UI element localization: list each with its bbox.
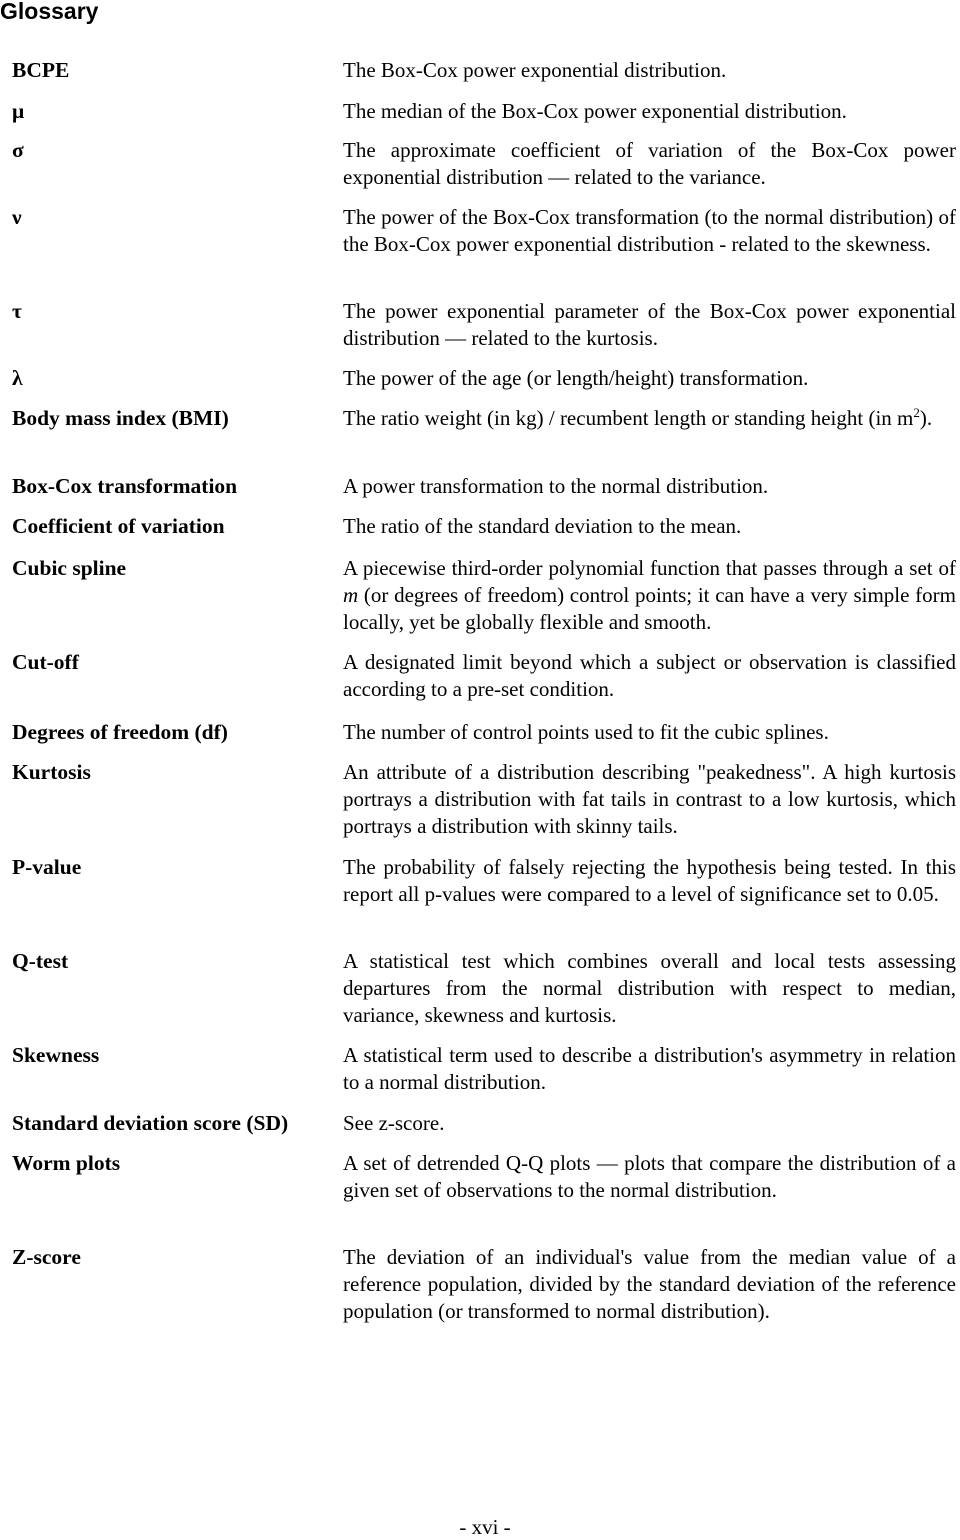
glossary-term: Kurtosis xyxy=(12,760,91,784)
glossary-definition: An attribute of a distribution describing "peakedness". A high kurtosis portrays a distribution with fat tails in contrast to a low kurtosis, which portrays a distribution with skinny tails. xyxy=(343,760,956,838)
page-number: - xvi - xyxy=(459,1515,511,1539)
glossary-term: Cut-off xyxy=(12,650,79,674)
glossary-term: ν xyxy=(12,205,22,229)
glossary-term: Worm plots xyxy=(12,1151,121,1175)
glossary-definition: The deviation of an individual's value from the median value of a reference population, divided by the standard deviation of the reference population (or transformed to normal distribution). xyxy=(343,1245,956,1323)
glossary-definition: A statistical test which combines overall and local tests assessing departures from the normal distribution with respect to median, variance, skewness and kurtosis. xyxy=(343,949,956,1027)
definition-text: The ratio weight (in kg) / recumbent length or standing height (in m xyxy=(343,406,914,430)
glossary-term: P-value xyxy=(12,855,82,879)
glossary-definition: A set of detrended Q-Q plots — plots that compare the distribution of a given set of observations to the normal distribution. xyxy=(343,1151,956,1202)
glossary-definition: A power transformation to the normal distribution. xyxy=(343,474,769,498)
glossary-term: Body mass index (BMI) xyxy=(12,406,229,430)
glossary-term: Q-test xyxy=(12,949,69,973)
superscript: 2 xyxy=(913,405,920,420)
glossary-term: Skewness xyxy=(12,1043,100,1067)
glossary-definition: The probability of falsely rejecting the hypothesis being tested. In this report all p-values were compared to a level of significance set to 0.05. xyxy=(343,855,956,906)
glossary-term: Standard deviation score (SD) xyxy=(12,1111,289,1135)
glossary-definition: A statistical term used to describe a distribution's asymmetry in relation to a normal distribution. xyxy=(343,1043,956,1094)
glossary-term: τ xyxy=(12,299,22,323)
definition-text-end: ). xyxy=(919,406,933,430)
definition-text-end: (or degrees of freedom) control points; it can have a very simple form locally, yet be globally flexible and smooth. xyxy=(343,583,956,634)
glossary-term: BCPE xyxy=(12,58,70,82)
glossary-definition: The power of the age (or length/height) transformation. xyxy=(343,366,809,390)
page-title: Glossary xyxy=(0,0,99,24)
glossary-term: λ xyxy=(12,366,23,390)
definition-text: A piecewise third-order polynomial function that passes through a set of xyxy=(343,556,956,580)
glossary-definition: The number of control points used to fit the cubic splines. xyxy=(343,720,829,744)
glossary-definition: See z-score. xyxy=(343,1111,445,1135)
glossary-definition: The power of the Box-Cox transformation (to the normal distribution) of the Box-Cox power exponential distribution - related to the skewness. xyxy=(343,205,956,256)
glossary-definition: The Box-Cox power exponential distribution. xyxy=(343,58,727,82)
glossary-definition xyxy=(343,555,956,636)
glossary-term: μ xyxy=(12,99,25,123)
glossary-term: σ xyxy=(12,138,24,162)
glossary-term: Z-score xyxy=(12,1245,81,1269)
glossary-term: Coefficient of variation xyxy=(12,514,225,538)
glossary-definition: The median of the Box-Cox power exponential distribution. xyxy=(343,99,847,123)
glossary-term: Degrees of freedom (df) xyxy=(12,720,228,744)
glossary-definition: A designated limit beyond which a subject or observation is classified according to a pre-set condition. xyxy=(343,650,956,701)
definition-italic: m xyxy=(343,583,359,607)
glossary-term: Box-Cox transformation xyxy=(12,474,238,498)
glossary-definition: The power exponential parameter of the Box-Cox power exponential distribution — related to the kurtosis. xyxy=(343,299,956,350)
glossary-definition xyxy=(343,405,956,432)
glossary-term: Cubic spline xyxy=(12,556,127,580)
glossary-definition: The approximate coefficient of variation of the Box-Cox power exponential distribution — related to the variance. xyxy=(343,138,956,189)
glossary-definition: The ratio of the standard deviation to the mean. xyxy=(343,514,742,538)
